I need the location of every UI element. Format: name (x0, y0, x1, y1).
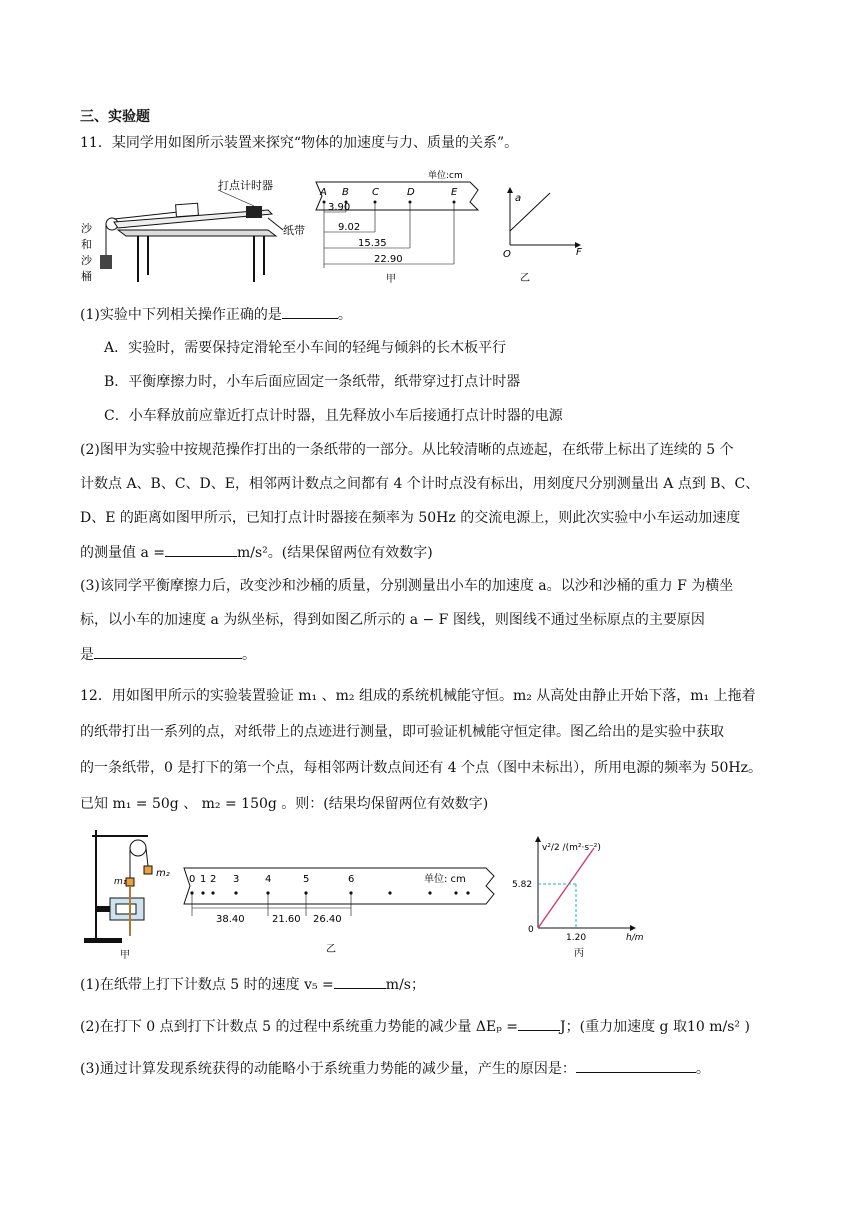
q11-part3-line3: 是 。 (80, 644, 256, 665)
caption-yi: 乙 (520, 273, 530, 284)
sand-label-3: 沙 (81, 254, 92, 267)
graph-line (538, 848, 594, 928)
q11-part2-line3: D、E 的距离如图甲所示，已知打点计时器接在频率为 50Hz 的交流电源上，则此次实验中小车运动加速度 (80, 510, 741, 526)
y-value-label: 5.82 (512, 880, 533, 890)
answer-blank-2[interactable] (165, 542, 237, 557)
x-value-label: 1.20 (566, 933, 587, 943)
point-b: B (342, 187, 349, 198)
y-axis-label: v²/2 /(m²·s⁻²) (542, 843, 601, 853)
caption-yi: 乙 (326, 944, 336, 955)
sand-label-2: 和 (81, 238, 92, 251)
tape-label: 纸带 (283, 224, 305, 237)
label-3: 3 (233, 874, 240, 885)
m1-label: m₁ (114, 877, 127, 887)
q11-part3-line1: (3)该同学平衡摩擦力后，改变沙和沙桶的质量，分别测量出小车的加速度 a。以沙和沙桶的重力 F 为横坐 (80, 578, 734, 594)
answer-blank-1[interactable] (282, 304, 338, 319)
q11-option-c: C．小车释放前应靠近打点计时器，且先释放小车后接通打点计时器的电源 (104, 408, 563, 424)
origin-label: O (503, 249, 511, 260)
y-axis-label: a (515, 193, 522, 204)
section-title: 三、实验题 (80, 109, 150, 125)
point-a: A (320, 187, 327, 198)
cart (176, 203, 199, 217)
dist-ad: 15.35 (358, 238, 387, 249)
mass-m2-block (144, 866, 152, 874)
origin-label: 0 (528, 925, 534, 935)
q11-part2-line2: 计数点 A、B、C、D、E，相邻两计数点之间都有 4 个计时点没有标出，用刻度尺分别测量出 A 点到 B、C、 (80, 476, 760, 492)
dist-5-6: 26.40 (313, 914, 342, 925)
caption-bing: 丙 (574, 948, 584, 959)
q11-part2-line4: 的测量值 a = m/s²。(结果保留两位有效数字) (80, 542, 433, 563)
q12-figure-jia (84, 826, 184, 960)
q12-line1: 12．用如图甲所示的实验装置验证 m₁ 、m₂ 组成的系统机械能守恒。m₂ 从高处由静止开始下落，m₁ 上拖着 (80, 688, 756, 704)
caption-jia: 甲 (120, 950, 130, 960)
q12-figure-bing (510, 832, 670, 962)
q12-part2: (2)在打下 0 点到打下计数点 5 的过程中系统重力势能的减少量 ΔEₚ = J；(重力加速度 g 取10 m/s² ) (80, 1016, 750, 1037)
q11-figure-jia (78, 160, 498, 290)
point-c: C (372, 187, 379, 198)
answer-blank-6[interactable] (576, 1058, 696, 1073)
label-4: 4 (265, 874, 272, 885)
q11-part1: (1)实验中下列相关操作正确的是 。 (80, 304, 352, 325)
mass-m1-block (126, 878, 134, 886)
answer-blank-5[interactable] (518, 1016, 560, 1031)
x-axis-label: F (576, 247, 582, 258)
q12-line3: 的一条纸带，0 是打下的第一个点，每相邻两计数点间还有 4 个点（图中未标出），所用电源的频率为 50Hz。 (80, 760, 763, 776)
q11-figure-yi (500, 185, 590, 285)
q12-line4: 已知 m₁ = 50g 、 m₂ = 150g 。则：(结果均保留两位有效数字) (80, 796, 489, 812)
x-axis-label: h/m (626, 933, 644, 943)
timer-label: 打点计时器 (218, 179, 273, 192)
q12-line2: 的纸带打出一系列的点，对纸带上的点迹进行测量，即可验证机械能守恒定律。图乙给出的是实验中获取 (80, 724, 724, 740)
caption-jia: 甲 (386, 274, 396, 285)
label-5: 5 (303, 874, 310, 885)
dist-ab: 3.90 (328, 202, 351, 213)
point-d: D (407, 187, 415, 198)
dist-4-5: 21.60 (272, 914, 301, 925)
q11-option-b: B．平衡摩擦力时，小车后面应固定一条纸带，纸带穿过打点计时器 (104, 374, 521, 390)
q11-part3-line2: 标，以小车的加速度 a 为纵坐标，得到如图乙所示的 a − F 图线，则图线不通过坐标原点的主要原因 (80, 612, 705, 628)
label-1: 1 (200, 874, 207, 885)
point-e: E (451, 187, 458, 198)
answer-blank-4[interactable] (334, 974, 386, 989)
q12-part3: (3)通过计算发现系统获得的动能略小于系统重力势能的减少量，产生的原因是： 。 (80, 1058, 710, 1079)
pulley-icon (130, 840, 146, 856)
label-0: 0 (189, 874, 196, 885)
m2-label: m₂ (156, 868, 170, 879)
stand-base (84, 938, 122, 943)
timer-block (246, 206, 262, 218)
unit-label: 单位:cm (428, 171, 463, 181)
dist-ae: 22.90 (374, 254, 403, 265)
label-2: 2 (210, 874, 217, 885)
q12-figure-yi (176, 862, 506, 958)
label-6: 6 (348, 874, 355, 885)
dist-ac: 9.02 (338, 222, 361, 233)
dist-0-4: 38.40 (216, 914, 245, 925)
q11-option-a: A．实验时，需要保持定滑轮至小车间的轻绳与倾斜的长木板平行 (104, 340, 507, 356)
answer-blank-3[interactable] (94, 644, 242, 659)
q11-stem: 11．某同学用如图所示装置来探究“物体的加速度与力、质量的关系”。 (80, 135, 519, 151)
table-top (118, 230, 276, 236)
unit-label: 单位: cm (424, 874, 466, 885)
q12-part1: (1)在纸带上打下计数点 5 时的速度 v₅ = m/s； (80, 974, 425, 995)
sand-label-4: 桶 (81, 270, 92, 283)
sand-bucket-icon (100, 255, 112, 269)
sand-label-1: 沙 (81, 222, 92, 235)
q11-part2-line1: (2)图甲为实验中按规范操作打出的一条纸带的一部分。从比较清晰的点迹起，在纸带上标出了连续的 5 个 (80, 442, 734, 458)
